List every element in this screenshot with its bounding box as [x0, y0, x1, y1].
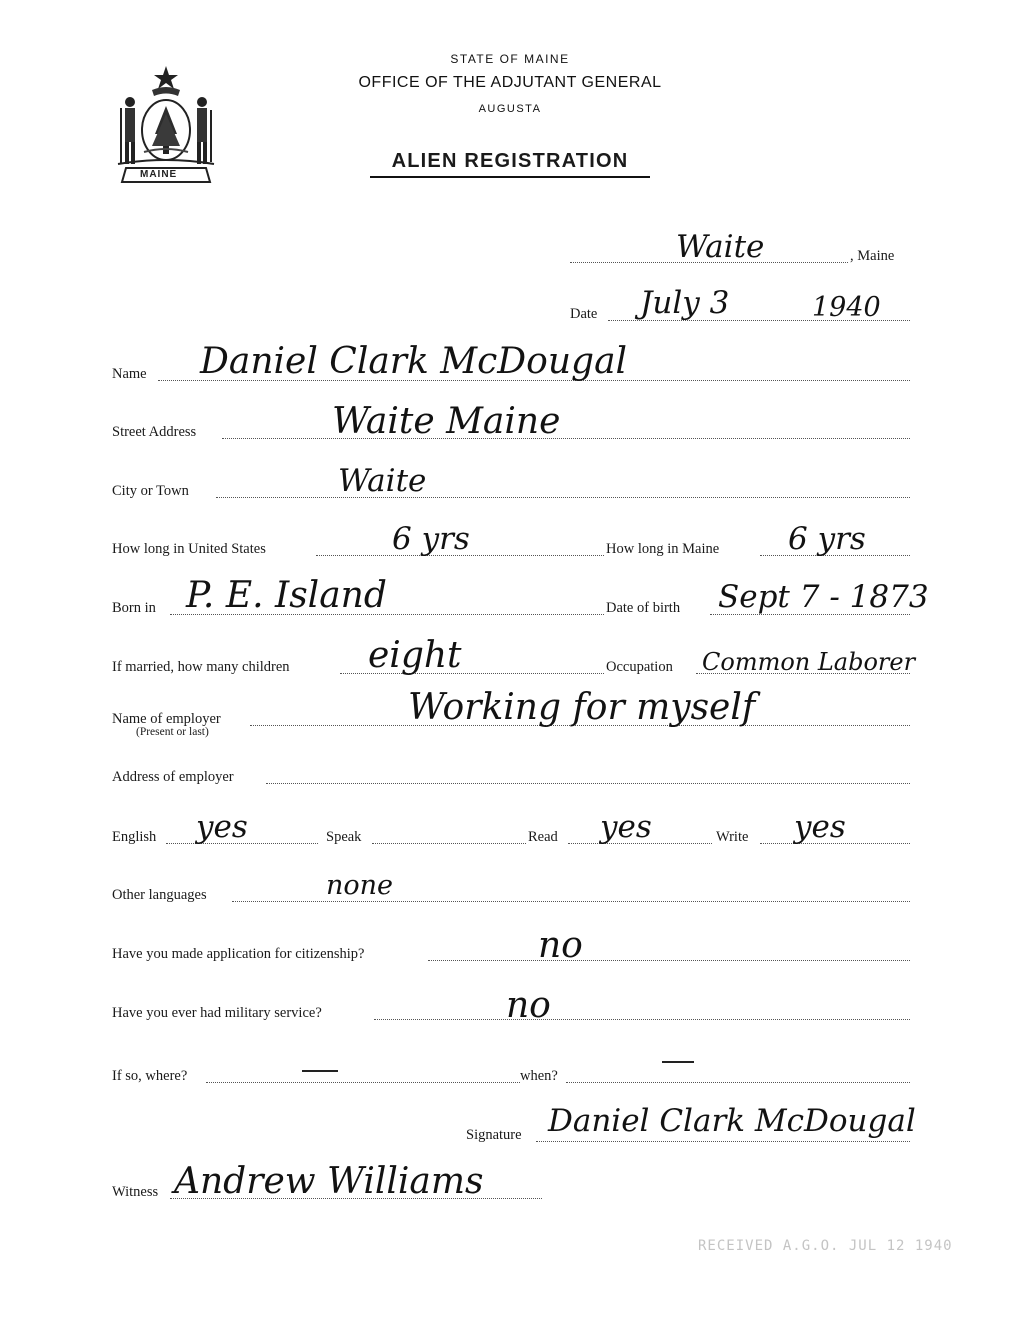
street-address-field-line	[222, 438, 910, 439]
city-or-town-label: City or Town	[112, 483, 189, 499]
born-in-value: P. E. Island	[186, 575, 387, 616]
if-so-where-dash	[302, 1070, 338, 1072]
state-heading: STATE OF MAINE	[450, 52, 570, 66]
seal-scroll-text: MAINE	[140, 169, 178, 180]
city-or-town-field-line	[216, 497, 910, 498]
occupation-value: Common Laborer	[702, 648, 916, 676]
employer-note: (Present or last)	[136, 726, 209, 738]
citizenship-label: Have you made application for citizenship?	[112, 946, 365, 962]
date-value: July 3	[640, 285, 730, 321]
form-title: ALIEN REGISTRATION	[370, 150, 650, 178]
children-label: If married, how many children	[112, 659, 290, 675]
military-field-line	[374, 1019, 910, 1020]
date-of-birth-label: Date of birth	[606, 600, 681, 616]
if-so-where-field-line	[206, 1082, 520, 1083]
how-long-maine-label: How long in Maine	[606, 541, 720, 557]
citizenship-field-line	[428, 960, 910, 961]
speak-field-line	[372, 843, 526, 844]
military-label: Have you ever had military service?	[112, 1005, 322, 1021]
born-in-label: Born in	[112, 600, 156, 616]
witness-value: Andrew Williams	[174, 1161, 484, 1202]
other-languages-field-line	[232, 901, 910, 902]
date-of-birth-value: Sept 7 - 1873	[718, 579, 929, 615]
other-languages-label: Other languages	[112, 887, 207, 903]
city-or-town-value: Waite	[338, 463, 427, 499]
signature-value: Daniel Clark McDougal	[548, 1103, 916, 1139]
received-stamp: RECEIVED A.G.O. JUL 12 1940	[698, 1238, 953, 1254]
witness-label: Witness	[112, 1184, 159, 1200]
name-value: Daniel Clark McDougal	[200, 341, 628, 382]
speak-label: Speak	[326, 829, 362, 845]
read-value: yes	[600, 809, 652, 845]
employer-address-label: Address of employer	[112, 769, 234, 785]
how-long-us-value: 6 yrs	[392, 521, 470, 557]
how-long-us-label: How long in United States	[112, 541, 266, 557]
street-address-value: Waite Maine	[332, 401, 561, 442]
maine-label: , Maine	[850, 248, 895, 264]
employer-label: Name of employer	[112, 711, 221, 727]
english-label: English	[112, 829, 157, 845]
how-long-maine-value: 6 yrs	[788, 521, 866, 557]
military-value: no	[506, 985, 551, 1026]
street-address-label: Street Address	[112, 424, 197, 440]
office-heading: OFFICE OF THE ADJUTANT GENERAL	[358, 74, 662, 91]
english-value: yes	[196, 809, 248, 845]
write-value: yes	[794, 809, 846, 845]
employer-value: Working for myself	[408, 687, 756, 728]
town-value: Waite	[676, 229, 765, 265]
when-dash	[662, 1061, 694, 1063]
write-label: Write	[716, 829, 749, 845]
when-field-line	[566, 1082, 910, 1083]
if-so-where-label: If so, where?	[112, 1068, 188, 1084]
signature-field-line	[536, 1141, 910, 1142]
signature-label: Signature	[466, 1127, 522, 1143]
date-year-value: 1940	[812, 292, 881, 323]
employer-address-field-line	[266, 783, 910, 784]
other-languages-value: none	[326, 870, 394, 901]
when-label: when?	[520, 1068, 558, 1084]
read-label: Read	[528, 829, 558, 845]
name-label: Name	[112, 366, 147, 382]
occupation-label: Occupation	[606, 659, 673, 675]
citizenship-value: no	[538, 925, 583, 966]
date-label: Date	[570, 306, 598, 322]
city-heading: AUGUSTA	[478, 103, 542, 115]
children-value: eight	[368, 635, 462, 676]
